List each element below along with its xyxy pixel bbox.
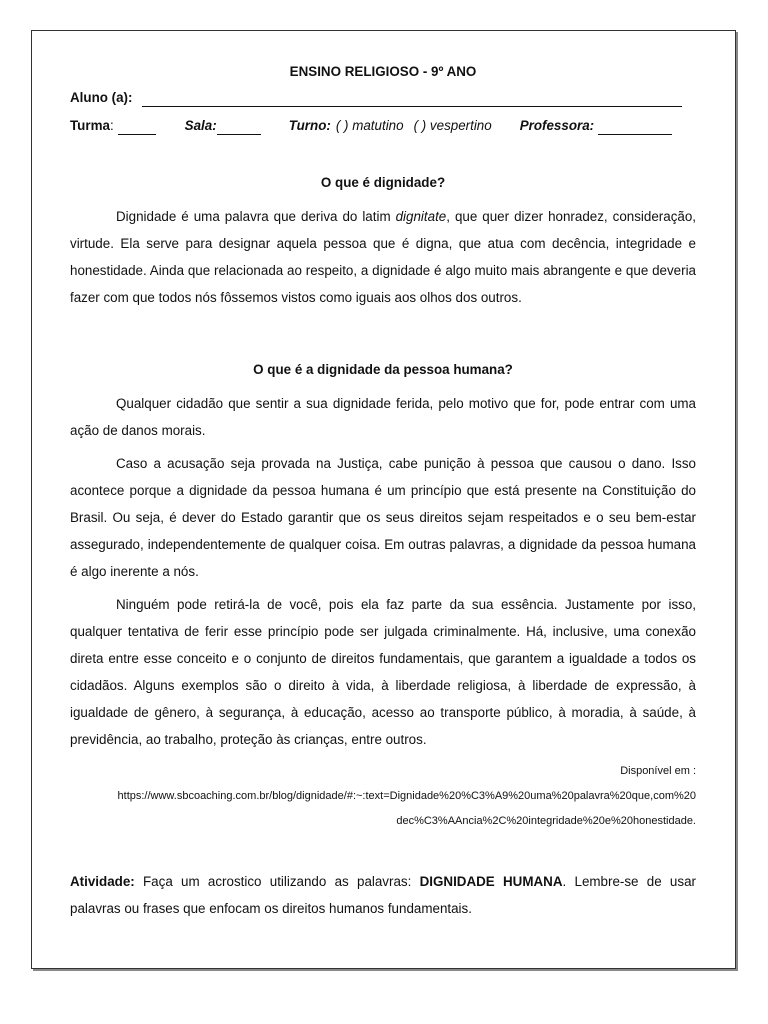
section2-paragraph-1: Qualquer cidadão que sentir a sua dignidade ferida, pelo motivo que for, pode entrar com uma ação de danos morais. (70, 396, 696, 438)
turno-label: Turno: (288, 118, 331, 133)
activity-text-end: . Lembre-se de usar palavras ou frases que enfocam os direitos humanos fundamentais. (70, 874, 696, 916)
sala-field[interactable] (217, 120, 261, 135)
activity-keyword: DIGNIDADE HUMANA (419, 874, 563, 889)
section2-heading: O que é a dignidade da pessoa humana? (253, 362, 513, 377)
aluno-row (70, 89, 696, 107)
aluno-name-field[interactable] (142, 92, 682, 107)
section2-paragraph-3: Ninguém pode retirá-la de você, pois ela faz parte da sua essência. Justamente por isso, qualquer tentativa de ferir esse princípio pode ser julgada criminalmente. Há, inclusive, uma conexão direta entre esse conceito e o conjunto de direitos fundamentais, que garantem a igualdade a todos os cidadãos. Alguns exemplos são o direito à vida, à liberdade religiosa, à liberdade de expressão, à igualdade de gênero, à segurança, à educação, acesso ao transporte público, à moradia, à saúde, à previdência, ao trabalho, proteção às crianças, entre outros. (70, 597, 696, 747)
turma-colon: : (109, 118, 114, 133)
turma-field[interactable] (118, 120, 156, 135)
source-label: Disponível em : (620, 765, 696, 777)
latin-term: dignitate (395, 209, 447, 224)
section1-heading: O que é dignidade? (320, 175, 446, 190)
aluno-label: Aluno (a): (70, 90, 133, 105)
professora-label: Professora: (519, 118, 595, 133)
section1-text-start: Dignidade é uma palavra que deriva do latim (116, 209, 396, 224)
source-citation (70, 759, 696, 834)
turno-vespertino-option[interactable]: ( ) vespertino (413, 118, 492, 133)
turno-matutino-option[interactable]: ( ) matutino (335, 118, 404, 133)
sala-label: Sala: (184, 118, 217, 133)
professora-field[interactable] (598, 120, 672, 135)
document-title: ENSINO RELIGIOSO - 9º ANO (289, 64, 477, 79)
source-url-line-1[interactable]: https://www.sbcoaching.com.br/blog/dignidade/#:~:text=Dignidade%20%C3%A9%20uma%20palavra%20que,com%20 (117, 790, 696, 802)
turma-label: Turma (70, 118, 110, 133)
worksheet-page (31, 30, 736, 969)
section1-text-end: , que quer dizer honradez, consideração, virtude. Ela serve para designar aquela pessoa que é digna, que atua com decência, integridade e honestidade. Ainda que relacionada ao respeito, a dignidade é algo muito mais abrangente e que deveria fazer com que todos nós fôssemos vistos como iguais aos olhos dos outros. (70, 209, 697, 305)
source-url-line-2[interactable]: dec%C3%AAncia%2C%20integridade%20e%20honestidade. (396, 815, 696, 827)
worksheet-content (70, 63, 696, 922)
activity-label: Atividade: (70, 874, 135, 889)
section2-paragraph-2: Caso a acusação seja provada na Justiça, cabe punição à pessoa que causou o dano. Isso acontece porque a dignidade da pessoa humana é um princípio que está presente na Constituição do Brasil. Ou seja, é dever do Estado garantir que os seus direitos sejam respeitados e o seu bem-estar assegurado, independentemente de qualquer coisa. Em outras palavras, a dignidade da pessoa humana é algo inerente a nós. (70, 456, 696, 579)
activity-text-start: Faça um acrostico utilizando as palavras: (134, 874, 420, 889)
activity-paragraph (70, 868, 696, 922)
section1-paragraph (70, 203, 696, 311)
class-info-row (70, 117, 696, 135)
